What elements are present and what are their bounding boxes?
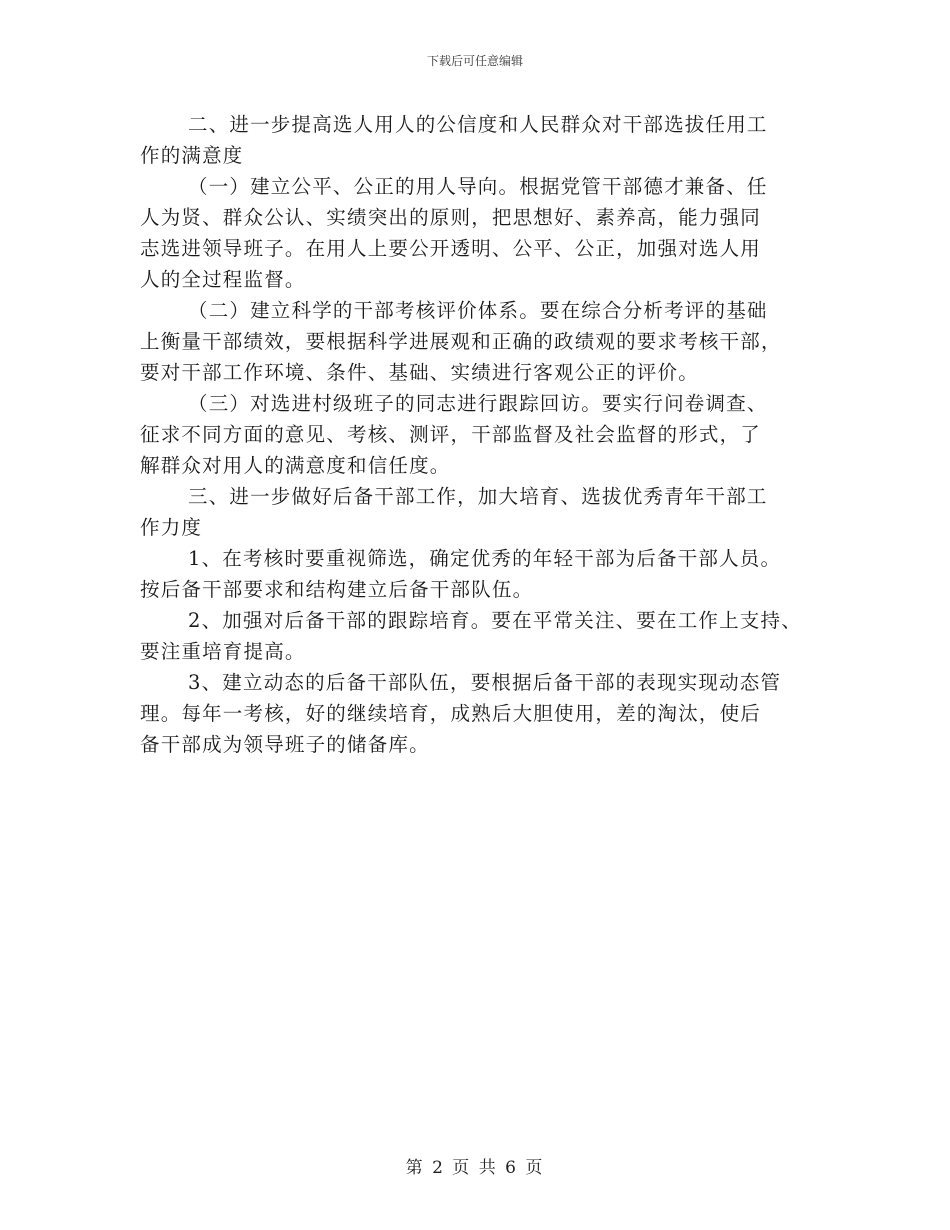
- page-header: 下载后可任意编辑: [426, 54, 523, 68]
- paragraph-line: 理。每年一考核，好的继续培育，成熟后大胆使用，差的淘汰，使后: [140, 702, 762, 725]
- paragraph-line: 人的全过程监督。: [140, 268, 306, 291]
- paragraph-line: 3、建立动态的后备干部队伍，要根据后备干部的表现实现动态管: [188, 671, 782, 694]
- paragraph-line: 备干部成为领导班子的储备库。: [140, 733, 430, 756]
- paragraph-line: 1、在考核时要重视筛选，确定优秀的年轻干部为后备干部人员。: [188, 547, 782, 570]
- paragraph-line: （一）建立公平、公正的用人导向。根据党管干部德才兼备、任: [188, 175, 768, 198]
- paragraph-line: （三）对选进村级班子的同志进行跟踪回访。要实行问卷调查、: [188, 392, 768, 415]
- section-heading: 二、进一步提高选人用人的公信度和人民群众对干部选拔任用工: [188, 113, 768, 136]
- paragraph-line: 要对干部工作环境、条件、基础、实绩进行客观公正的评价。: [140, 361, 699, 384]
- document-body: [140, 109, 830, 760]
- paragraph-line: 志选进领导班子。在用人上要公开透明、公平、公正，加强对选人用: [140, 237, 762, 260]
- paragraph-line: 人为贤、群众公认、实绩突出的原则，把思想好、素养高，能力强同: [140, 206, 762, 229]
- paragraph-line: （二）建立科学的干部考核评价体系。要在综合分析考评的基础: [188, 299, 768, 322]
- paragraph-line: 按后备干部要求和结构建立后备干部队伍。: [140, 578, 534, 601]
- section-heading: 三、进一步做好后备干部工作，加大培育、选拔优秀青年干部工: [188, 485, 768, 508]
- paragraph-line: 要注重培育提高。: [140, 640, 306, 663]
- section-heading-cont: 作力度: [140, 516, 203, 539]
- paragraph-line: 上衡量干部绩效，要根据科学进展观和正确的政绩观的要求考核干部，: [140, 330, 782, 353]
- paragraph-line: 2、加强对后备干部的跟踪培育。要在平常关注、要在工作上支持、: [188, 609, 802, 632]
- page-footer: 第 2 页 共 6 页: [405, 1158, 545, 1178]
- section-heading-cont: 作的满意度: [140, 144, 244, 167]
- paragraph-line: 征求不同方面的意见、考核、测评，干部监督及社会监督的形式，了: [140, 423, 762, 446]
- paragraph-line: 解群众对用人的满意度和信任度。: [140, 454, 451, 477]
